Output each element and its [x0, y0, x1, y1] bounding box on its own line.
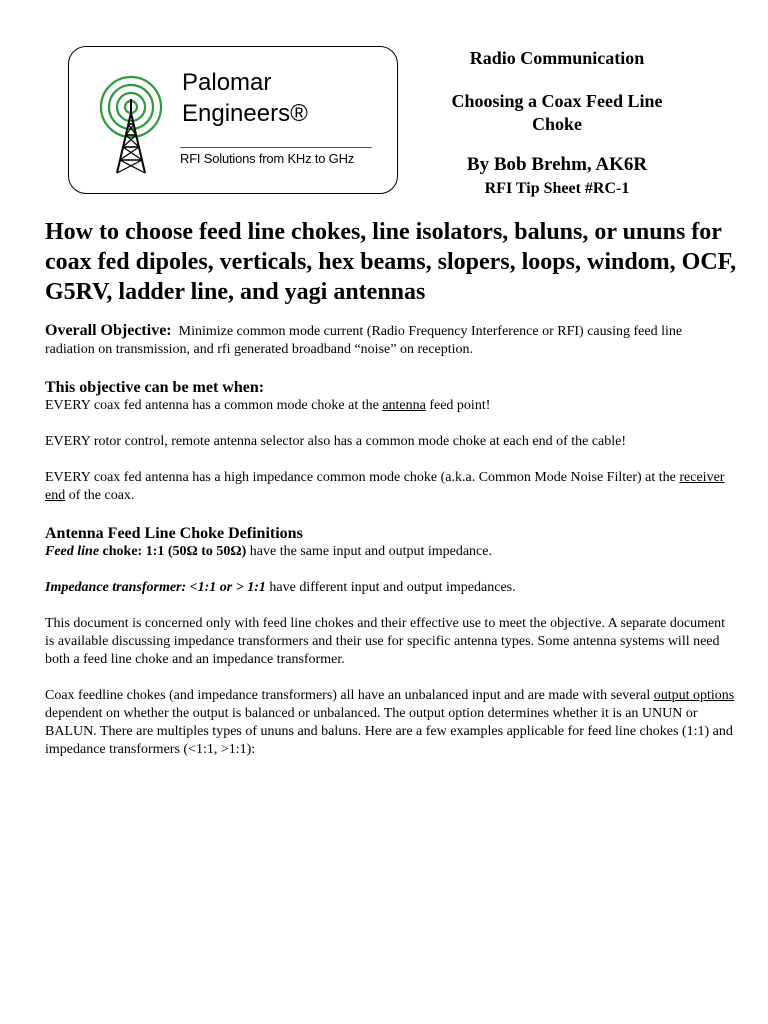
tip-sheet-number: RFI Tip Sheet #RC-1 — [484, 180, 630, 197]
logo-name — [182, 67, 308, 129]
page-headline: How to choose feed line chokes, line isolators, baluns, or ununs for coax fed dipoles, verticals, hex beams, slopers, loops, windom, OCF, G5RV, ladder line, and yagi antennas — [45, 219, 737, 305]
document-title — [412, 90, 702, 136]
document-body — [45, 322, 735, 759]
underlined-antenna: antenna — [382, 398, 426, 413]
document-author: By Bob Brehm, AK6R — [466, 154, 648, 175]
feed-line-text: have the same input and output impedance. — [246, 544, 492, 559]
text-run: of the coax. — [65, 488, 135, 503]
logo-box — [68, 46, 398, 194]
text-run: EVERY coax fed antenna has a common mode choke at the — [45, 398, 383, 413]
definitions-heading: Antenna Feed Line Choke Definitions — [45, 525, 303, 542]
document-title-line1: Choosing a Coax Feed Line — [451, 91, 663, 111]
scope-paragraph: This document is concerned only with feed line chokes and their effective use to meet the objective. A separate document is available discussing impedance transformers and their use for specific antenna types. Some antenna systems will need both a feed line choke and an impedance transformer. — [45, 616, 726, 667]
met-when-heading: This objective can be met when: — [45, 379, 265, 396]
document-category: Radio Communication — [469, 48, 645, 68]
objective-paragraph — [45, 322, 735, 359]
objective-label: Overall Objective: — [45, 322, 172, 339]
objective-text: Minimize common mode current (Radio Frequency Interference or RFI) causing feed line radiation on transmission, and rfi generated broadband “noise” on reception. — [45, 324, 683, 357]
transformer-term: Impedance transformer: <1:1 or > 1:1 — [45, 580, 266, 595]
document-title-line2: Choke — [531, 114, 582, 134]
output-options-paragraph — [45, 687, 735, 759]
met-when-paragraph-1 — [45, 397, 735, 415]
feed-line-definition — [45, 543, 735, 561]
feed-line-ratio: choke: 1:1 (50Ω to 50Ω) — [99, 544, 247, 559]
underlined-output-options: output options — [653, 688, 735, 703]
transformer-text: have different input and output impedances. — [265, 580, 516, 595]
logo-tagline: RFI Solutions from KHz to GHz — [180, 151, 355, 166]
met-when-paragraph-3 — [45, 469, 735, 505]
logo-name-line2: Engineers® — [182, 100, 308, 127]
feed-line-term: Feed line — [45, 544, 100, 559]
text-run: Coax feedline chokes (and impedance transformers) all have an unbalanced input and are made with several — [45, 688, 654, 703]
transformer-definition — [45, 579, 735, 597]
logo-divider — [180, 147, 372, 148]
met-when-paragraph-2: EVERY rotor control, remote antenna selector also has a common mode choke at each end of the cable! — [45, 434, 627, 449]
radio-tower-icon — [91, 69, 171, 179]
logo-name-line1: Palomar — [182, 69, 272, 96]
underlined-receiver-end: receiver end — [45, 470, 725, 503]
text-run: dependent on whether the output is balanced or unbalanced. The output option determines whether it is an UNUN or BALUN. There are multiples types of ununs and baluns. Here are a few examples applicable for feed line chokes (1:1) and impedance transformers (<1:1, >1:1): — [45, 706, 733, 757]
text-run: EVERY coax fed antenna has a high impedance common mode choke (a.k.a. Common Mode Noise Filter) at the — [45, 470, 680, 485]
text-run: feed point! — [425, 398, 491, 413]
